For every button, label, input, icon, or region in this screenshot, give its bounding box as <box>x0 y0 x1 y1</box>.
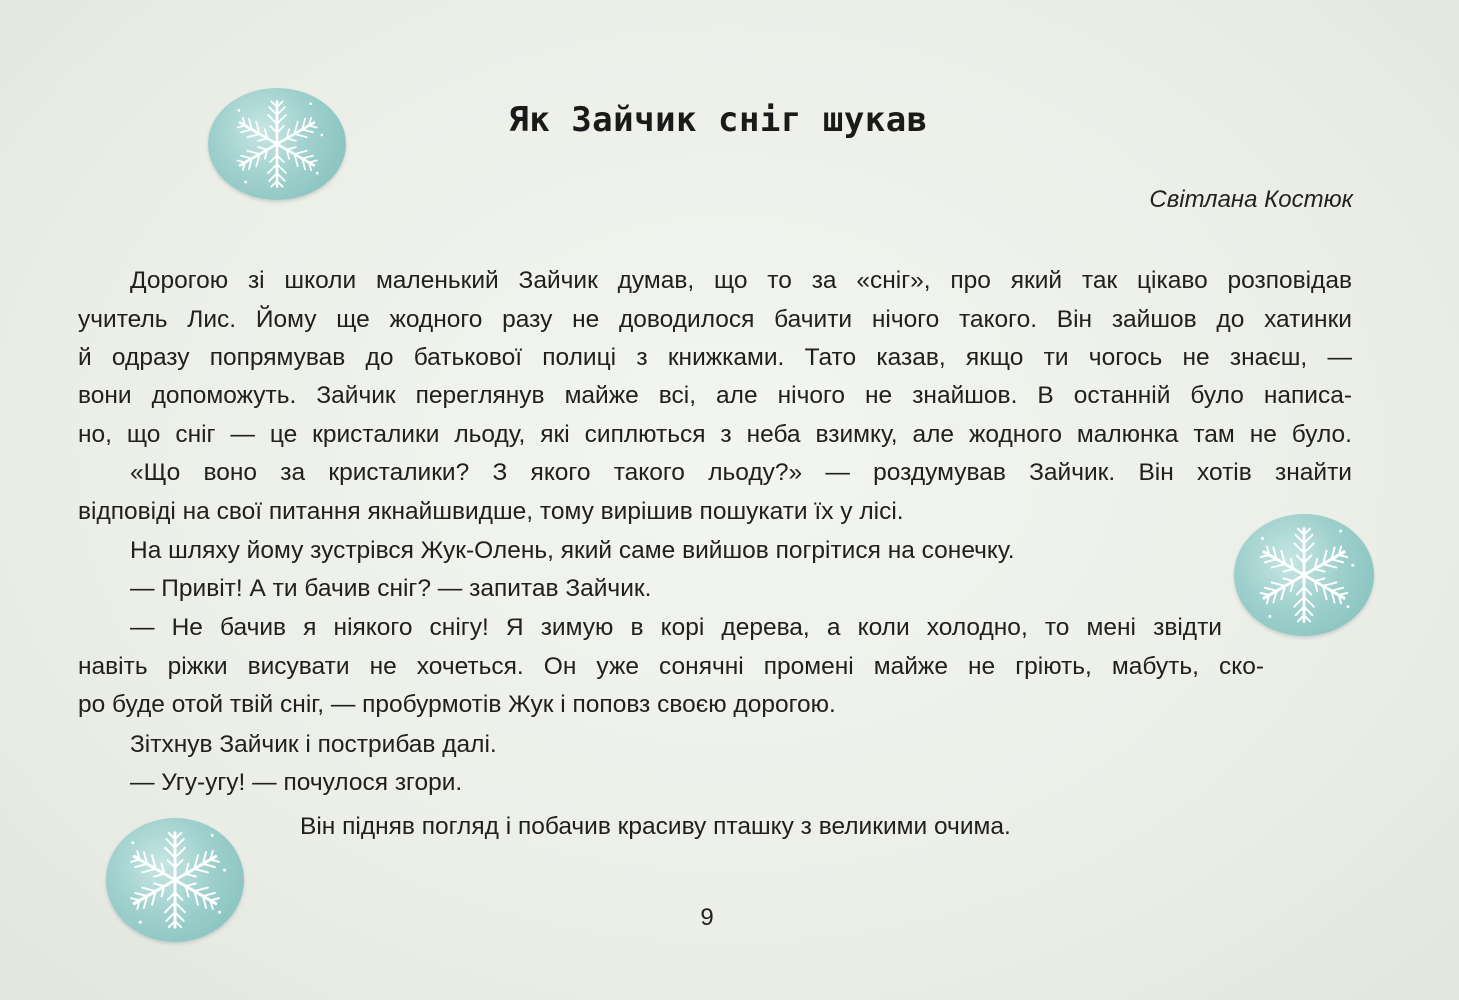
story-line: учитель Лис. Йому ще жодного разу не доводилося бачити нічого такого. Він зайшов до хатинки <box>78 306 1352 333</box>
story-line: ро буде отой твій сніг, — пробурмотів Жук і поповз своєю дорогою. <box>78 691 836 718</box>
story-line: — Привіт! А ти бачив сніг? — запитав Зайчик. <box>130 575 652 602</box>
story-title: Як Зайчик сніг шукав <box>508 100 928 140</box>
story-line: но, що сніг — це кристалики льоду, які сиплються з неба взимку, але жодного малюнка там не було. <box>78 421 1352 448</box>
story-line: відповіді на свої питання якнайшвидше, тому вирішив пошукати їх у лісі. <box>78 498 904 525</box>
story-line: — Не бачив я ніякого снігу! Я зимую в корі дерева, а коли холодно, то мені звідти <box>130 614 1222 641</box>
snowflake-badge-right <box>1234 514 1374 636</box>
story-line: «Що воно за кристалики? З якого такого льоду?» — роздумував Зайчик. Він хотів знайти <box>130 459 1352 486</box>
page-number: 9 <box>700 904 714 931</box>
story-line: — Угу-угу! — почулося згори. <box>130 769 463 796</box>
story-line: Дорогою зі школи маленький Зайчик думав, що то за «сніг», про який так цікаво розповідав <box>130 267 1352 294</box>
story-line: вони допоможуть. Зайчик переглянув майже всі, але нічого не знайшов. В останній було написа- <box>78 382 1352 409</box>
story-line: й одразу попрямував до батькової полиці з книжками. Тато казав, якщо ти чогось не знаєш, — <box>78 344 1352 371</box>
story-line: На шляху йому зустрівся Жук-Олень, який саме вийшов погрітися на сонечку. <box>130 537 1015 564</box>
story-line: Зітхнув Зайчик і пострибав далі. <box>130 731 497 758</box>
story-author: Світлана Костюк <box>1149 186 1353 213</box>
story-line: Він підняв погляд і побачив красиву пташку з великими очима. <box>300 813 1011 840</box>
story-line: навіть ріжки висувати не хочеться. Он уже сонячні промені майже не гріють, мабуть, ско- <box>78 653 1264 680</box>
snowflake-icon <box>1234 514 1374 636</box>
